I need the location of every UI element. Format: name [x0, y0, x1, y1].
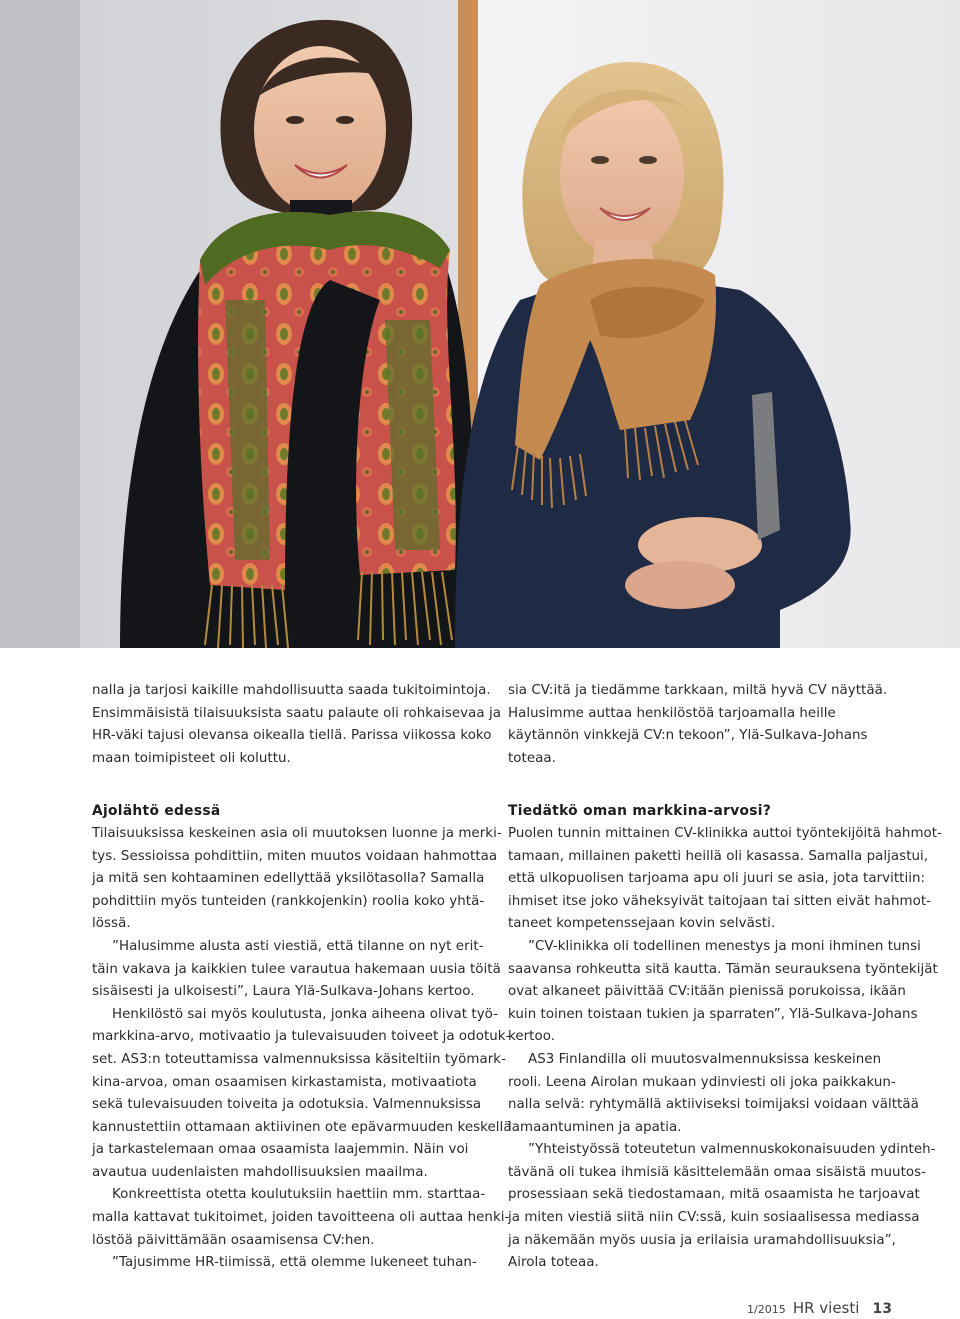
body-paragraph	[92, 823, 502, 936]
text-line: ovat alkaneet päivittää CV:itään pienissä porukoissa, ikään	[508, 984, 906, 1000]
text-line: Henkilöstö sai myös koulutusta, jonka aiheena olivat työ-	[112, 1006, 499, 1022]
portrait-photo	[0, 0, 960, 648]
text-line: Airola toteaa.	[508, 1255, 599, 1271]
text-line: ”CV-klinikka oli todellinen menestys ja moni ihminen tunsi	[528, 938, 921, 954]
body-paragraph	[508, 823, 942, 936]
text-line: ja tarkastelemaan omaa osaamista laajemmin. Näin voi	[92, 1142, 469, 1158]
text-line: markkina-arvo, motivaatio ja tulevaisuuden toiveet ja odotuk-	[92, 1029, 511, 1045]
text-line: avautua uudenlaisten mahdollisuuksien maailma.	[92, 1164, 428, 1180]
text-line: ja mitä sen kohtaaminen edellyttää yksilötasolla? Samalla	[92, 871, 485, 887]
two-women-portrait-photo	[0, 0, 960, 648]
text-line: että ulkopuolisen tarjoama apu oli juuri se asia, jota tarvittiin:	[508, 871, 926, 887]
text-line: saavansa rohkeutta sitä kautta. Tämän seurauksena työntekijät	[508, 961, 938, 977]
text-line: maan toimipisteet oli koluttu.	[92, 750, 291, 766]
text-line: ja miten viestiä siitä niin CV:ssä, kuin sosiaalisessa mediassa	[508, 1210, 920, 1226]
text-line: pohdittiin myös tunteiden (rankkojenkin) roolia koko yhtä-	[92, 893, 485, 909]
text-line: ihmiset itse joko väheksyivät taitojaan tai sitten eivät hahmot-	[508, 893, 932, 909]
text-line: Halusimme auttaa henkilöstöä tarjoamalla heille	[508, 705, 836, 721]
text-line: taneet kompetenssejaan kovin selvästi.	[508, 916, 776, 932]
body-paragraph	[92, 1184, 510, 1252]
text-line: sisäisesti ja ulkoisesti”, Laura Ylä-Sulkava-Johans kertoo.	[92, 984, 475, 1000]
text-line: tamaan, millainen paketti heillä oli kasassa. Samalla paljastui,	[508, 848, 929, 864]
section-heading: Tiedätkö oman markkina-arvosi?	[508, 803, 772, 820]
text-line: tys. Sessioissa pohdittiin, miten muutos voidaan hahmottaa	[92, 848, 498, 864]
body-paragraph	[508, 1049, 919, 1139]
text-line: sekä tulevaisuuden toiveita ja odotuksia. Valmennuksissa	[92, 1097, 482, 1113]
text-line: Puolen tunnin mittainen CV-klinikka auttoi työntekijöitä hahmot-	[508, 825, 942, 841]
text-line: AS3 Finlandilla oli muutosvalmennuksissa keskeinen	[528, 1051, 882, 1067]
right-text-column	[508, 680, 942, 1275]
text-line: ”Halusimme alusta asti viestiä, että tilanne on nyt erit-	[112, 938, 484, 954]
body-paragraph	[508, 1139, 936, 1275]
text-line: Ensimmäisistä tilaisuuksista saatu palaute oli rohkaisevaa ja	[92, 705, 502, 721]
text-line: kannustettiin ottamaan aktiivinen ote epävarmuuden keskellä	[92, 1119, 512, 1135]
text-line: toteaa.	[508, 750, 556, 766]
magazine-name: HR viesti	[792, 1299, 860, 1317]
body-paragraph	[508, 936, 938, 1049]
text-line: käytännön vinkkejä CV:n tekoon”, Ylä-Sulkava-Johans	[508, 728, 868, 744]
text-line: lössä.	[92, 916, 131, 932]
text-line: malla kattavat tukitoimet, joiden tavoitteena oli auttaa henki-	[92, 1210, 510, 1226]
text-line: rooli. Leena Airolan mukaan ydinviesti oli joka paikkakun-	[508, 1074, 896, 1090]
text-line: set. AS3:n toteuttamissa valmennuksissa käsiteltiin työmark-	[92, 1051, 506, 1067]
text-line: ”Yhteistyössä toteutetun valmennuskokonaisuuden ydinteh-	[528, 1142, 936, 1158]
page-number: 13	[872, 1301, 892, 1317]
text-line: nalla ja tarjosi kaikille mahdollisuutta saada tukitoimintoja.	[92, 683, 491, 698]
body-paragraph	[92, 936, 501, 1004]
body-paragraph	[92, 1252, 477, 1275]
intro-paragraph	[508, 680, 888, 770]
body-paragraph	[92, 1004, 512, 1185]
text-line: sia CV:itä ja tiedämme tarkkaan, miltä hyvä CV näyttää.	[508, 683, 888, 698]
left-text-column	[92, 680, 512, 1275]
text-line: lamaantuminen ja apatia.	[508, 1119, 682, 1135]
text-line: HR-väki tajusi olevansa oikealla tiellä. Parissa viikossa koko	[92, 728, 492, 744]
text-line: nalla selvä: ryhtymällä aktiiviseksi toimijaksi voidaan välttää	[508, 1097, 919, 1113]
text-line: ”Tajusimme HR-tiimissä, että olemme lukeneet tuhan-	[112, 1255, 477, 1271]
page-footer	[747, 1298, 892, 1317]
text-line: löstöä päivittämään osaamisensa CV:hen.	[92, 1232, 375, 1248]
text-line: tävänä oli tukea ihmisiä käsittelemään omaa sisäistä muutos-	[508, 1164, 927, 1180]
intro-paragraph	[92, 680, 502, 770]
text-line: täin vakava ja kaikkien tulee varautua hakemaan uusia töitä	[92, 961, 501, 977]
text-line: kina-arvoa, oman osaamisen kirkastamista, motivaatiota	[92, 1074, 477, 1090]
text-line: Tilaisuuksissa keskeinen asia oli muutoksen luonne ja merki-	[92, 825, 502, 841]
issue-number: 1/2015	[747, 1303, 786, 1316]
text-line: Konkreettista otetta koulutuksiin haettiin mm. starttaa-	[112, 1187, 486, 1203]
text-line: kertoo.	[508, 1029, 556, 1045]
text-line: kuin toinen toistaan tukien ja sparraten”, Ylä-Sulkava-Johans	[508, 1006, 918, 1022]
section-heading: Ajolähtö edessä	[92, 803, 221, 820]
text-line: prosessiaan sekä tiedostamaan, mitä osaamista he tarjoavat	[508, 1187, 920, 1203]
text-line: ja näkemään myös uusia ja erilaisia uramahdollisuuksia”,	[508, 1232, 896, 1248]
